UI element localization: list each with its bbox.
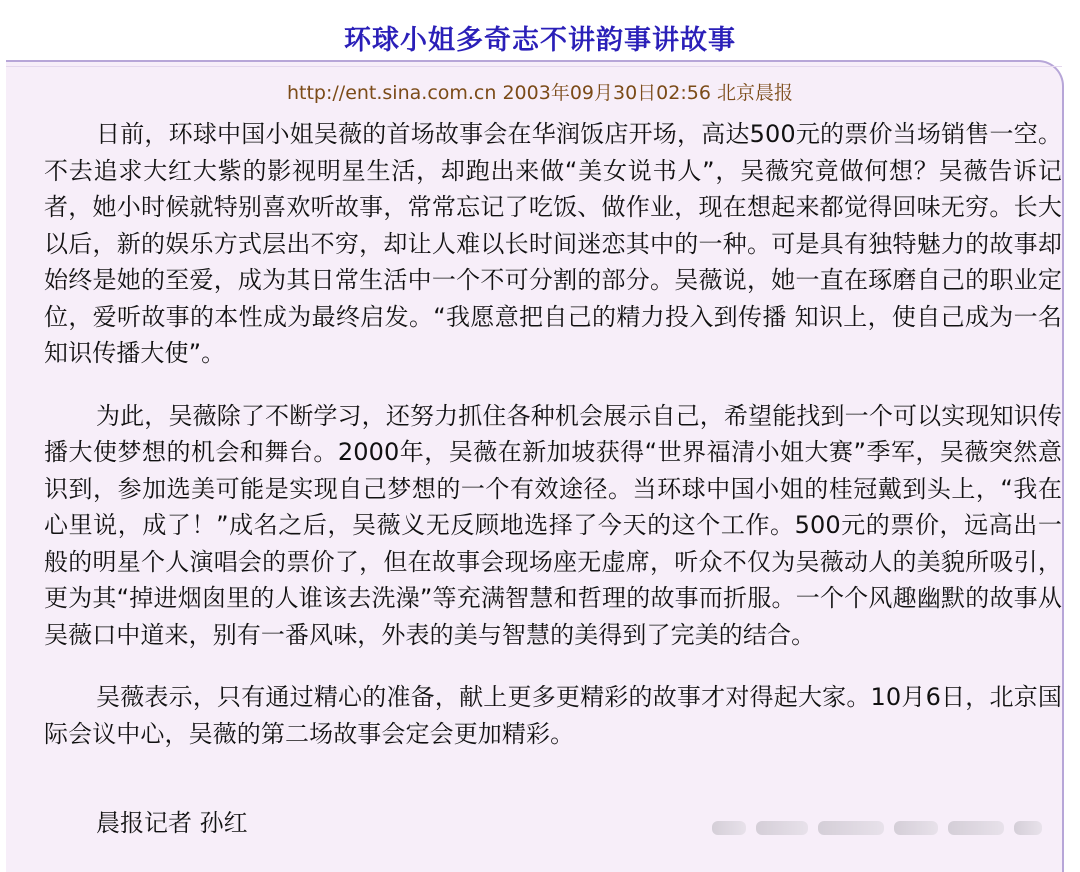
source-publisher: 北京晨报 xyxy=(716,82,793,104)
article-headline: 环球小姐多奇志不讲韵事讲故事 xyxy=(344,25,736,56)
blurred-watermark xyxy=(712,815,1042,841)
article-paragraph-3: 吴薇表示，只有通过精心的准备，献上更多更精彩的故事才对得起大家。10月6日，北京国际会议中心，吴薇的第二场故事会定会更加精彩。 xyxy=(44,683,1062,748)
source-url-link[interactable]: http://ent.sina.com.cn xyxy=(286,82,497,104)
article-paragraph-2: 为此，吴薇除了不断学习，还努力抓住各种机会展示自己，希望能找到一个可以实现知识传播大使梦想的机会和舞台。2000年，吴薇在新加坡获得“世界福清小姐大赛”季军，吴薇突然意识到，参加选美可能是实现自己梦想的一个有效途径。当环球中国小姐的桂冠戴到头上，“我在心里说，成了！”成名之后，吴薇义无反顾地选择了今天的这个工作。500元的票价，远高出一般的明星个人演唱会的票价了，但在故事会现场座无虚席，听众不仅为吴薇动人的美貌所吸引，更为其“掉进烟囱里的人谁该去洗澡”等充满智慧和哲理的故事而折服。一个个风趣幽默的故事从吴薇口中道来，别有一番风味，外表的美与智慧的美得到了完美的结合。 xyxy=(44,401,1062,649)
article-source-line xyxy=(0,78,1080,105)
source-datetime: 2003年09月30日02:56 xyxy=(502,82,711,104)
article-paragraph-1: 日前，环球中国小姐吴薇的首场故事会在华润饭店开场，高达500元的票价当场销售一空。不去追求大红大紫的影视明星生活，却跑出来做“美女说书人”，吴薇究竟做何想？吴薇告诉记者，她小时候就特别喜欢听故事，常常忘记了吃饭、做作业，现在想起来都觉得回味无穷。长大以后，新的娱乐方式层出不穷，却让人难以长时间迷恋其中的一种。可是具有独特魅力的故事却始终是她的至爱，成为其日常生活中一个不可分割的部分。吴薇说，她一直在琢磨自己的职业定位，爱听故事的本性成为最终启发。“我愿意把自己的精力投入到传播 知识上，使自己成为一名知识传播大使”。 xyxy=(44,120,1062,367)
reporter-byline: 晨报记者 孙红 xyxy=(96,809,248,837)
article-body xyxy=(44,116,1062,778)
